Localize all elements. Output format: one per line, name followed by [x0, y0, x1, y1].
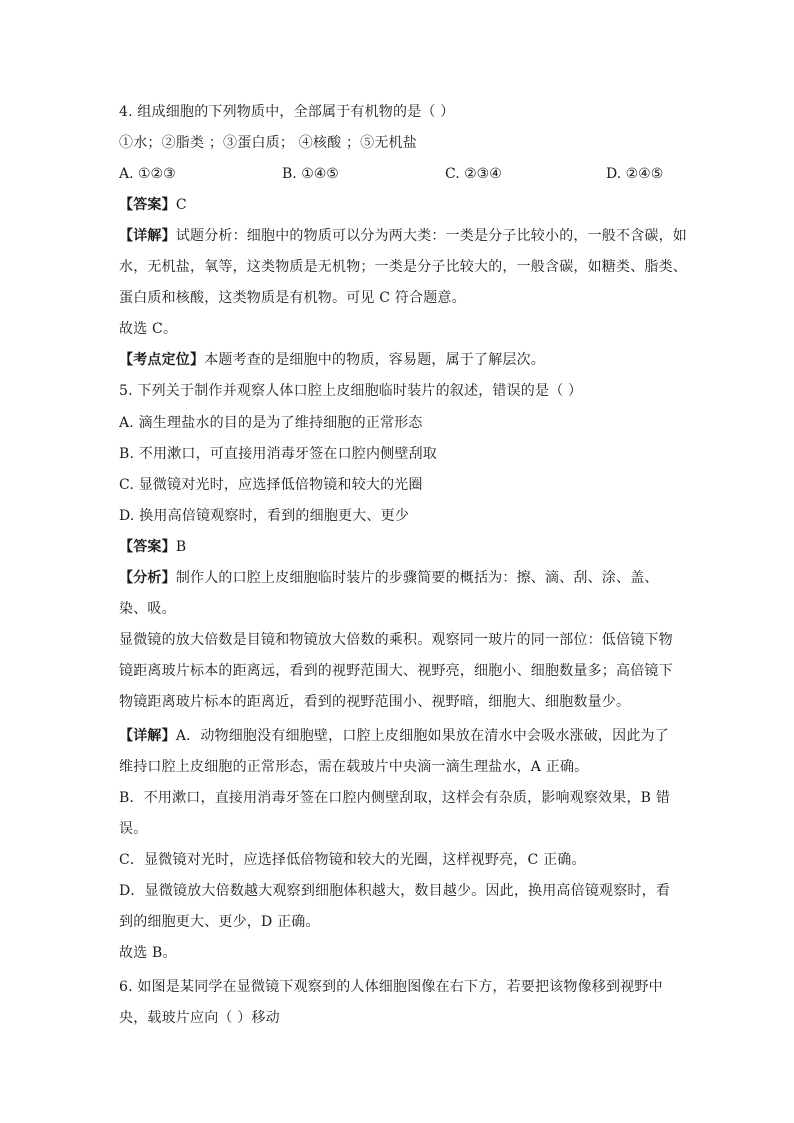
- q5-detail-line-2: 维持口腔上皮细胞的正常形态，需在载玻片中央滴一滴生理盐水，A 正确。: [119, 759, 589, 775]
- q4-detail-line-3: 蛋白质和核酸，这类物质是有机物。可见 C 符合题意。: [119, 290, 466, 306]
- q5-analysis-line-4: 镜距离玻片标本的距离远，看到的视野范围大、视野亮，细胞小、细胞数量多；高倍镜下: [119, 663, 673, 679]
- q5-stem: 5. 下列关于制作并观察人体口腔上皮细胞临时装片的叙述，错误的是（ ）: [119, 383, 583, 399]
- q5-option-a: A. 滴生理盐水的目的是为了维持细胞的正常形态: [119, 415, 423, 431]
- q5-answer: [119, 537, 186, 557]
- analysis-text: 制作人的口腔上皮细胞临时装片的步骤简要的概括为：擦、滴、刮、涂、盖、: [175, 570, 659, 586]
- q4-option-c: C. ②③④: [445, 166, 502, 182]
- q4-kaodian: [119, 350, 545, 370]
- q4-items: ①水；②脂类 ；③蛋白质； ④核酸 ；⑤无机盐: [119, 135, 417, 151]
- q6-stem-line-2: 央，载玻片应向（ ）移动: [119, 1010, 280, 1026]
- q4-option-a: A. ①②③: [119, 166, 176, 182]
- q5-option-b: B. 不用漱口，可直接用消毒牙签在口腔内侧壁刮取: [119, 446, 437, 462]
- detail-text: A．动物细胞没有细胞壁，口腔上皮细胞如果放在清水中会吸水涨破，因此为了: [175, 728, 669, 744]
- q6-stem-line-1: 6. 如图是某同学在显微镜下观察到的人体细胞图像在右下方，若要把该物像移到视野中: [119, 979, 663, 995]
- kaodian-text: 本题考查的是细胞中的物质，容易题，属于了解层次。: [204, 352, 546, 368]
- q4-answer: [119, 195, 187, 215]
- q4-detail-line-2: 水，无机盐，氧等，这类物质是无机物；一类是分子比较大的，一般含碳，如糖类、脂类、: [119, 259, 687, 275]
- q5-detail-line-4: 误。: [119, 821, 148, 837]
- q5-analysis-line-1: [119, 568, 659, 588]
- q5-detail-line-6: D．显微镜放大倍数越大观察到细胞体积越大，数目越少。因此，换用高倍镜观察时，看: [119, 883, 671, 899]
- q4-detail-line-1: [119, 226, 687, 246]
- detail-tag: 【详解】: [119, 728, 176, 744]
- kaodian-tag: 【考点定位】: [119, 352, 205, 368]
- q5-choose: 故选 B。: [119, 945, 177, 961]
- answer-tag: 【答案】: [119, 197, 176, 213]
- q4-option-b: B. ①④⑤: [282, 166, 339, 182]
- q5-option-c: C. 显微镜对光时，应选择低倍物镜和较大的光圈: [119, 477, 423, 493]
- q5-detail-line-1: [119, 726, 669, 746]
- q5-detail-line-7: 到的细胞更大、更少，D 正确。: [119, 914, 320, 930]
- q4-stem: 4. 组成细胞的下列物质中，全部属于有机物的是（ ）: [119, 104, 455, 120]
- q4-choose: 故选 C。: [119, 321, 178, 337]
- detail-tag: 【详解】: [119, 228, 176, 244]
- answer-value: B: [175, 539, 187, 555]
- analysis-tag: 【分析】: [119, 570, 176, 586]
- q4-option-d: D. ②④⑤: [606, 166, 664, 182]
- q5-analysis-line-3: 显微镜的放大倍数是目镜和物镜放大倍数的乘积。观察同一玻片的同一部位：低倍镜下物: [119, 632, 673, 648]
- answer-value: C: [175, 197, 187, 213]
- q5-detail-line-3: B．不用漱口，直接用消毒牙签在口腔内侧壁刮取，这样会有杂质，影响观察效果，B 错: [119, 790, 671, 806]
- detail-text: 试题分析：细胞中的物质可以分为两大类：一类是分子比较小的，一般不含碳，如: [175, 228, 688, 244]
- q5-analysis-line-2: 染、吸。: [119, 601, 176, 617]
- answer-tag: 【答案】: [119, 539, 176, 555]
- q5-option-d: D. 换用高倍镜观察时，看到的细胞更大、更少: [119, 508, 410, 524]
- q5-detail-line-5: C．显微镜对光时，应选择低倍物镜和较大的光圈，这样视野亮，C 正确。: [119, 852, 586, 868]
- q5-analysis-line-5: 物镜距离玻片标本的距离近，看到的视野范围小、视野暗，细胞大、细胞数量少。: [119, 694, 631, 710]
